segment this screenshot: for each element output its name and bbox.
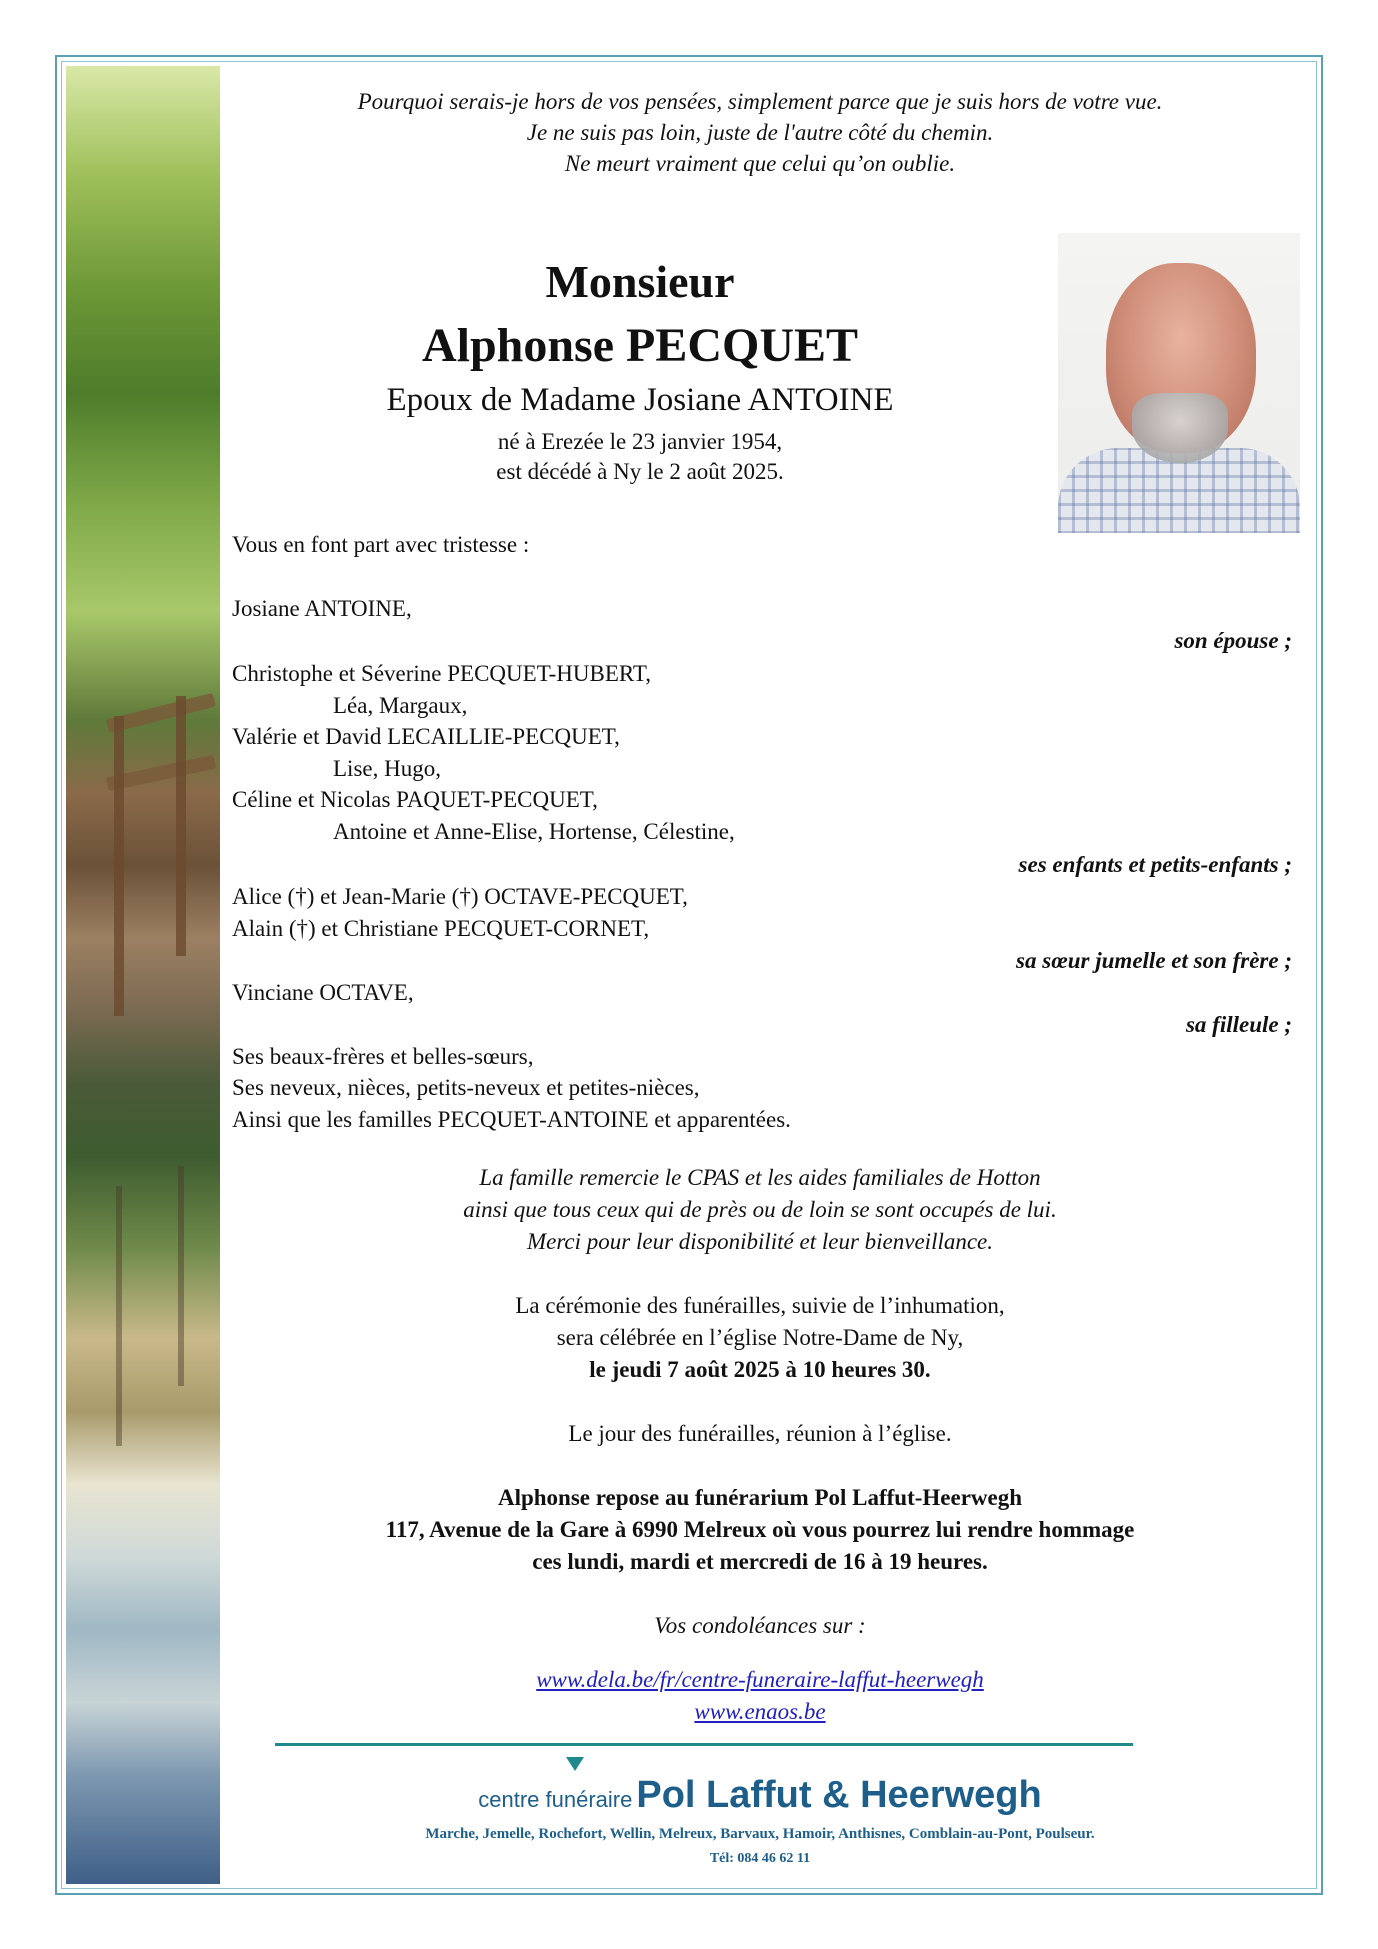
family-member: Alain (†) et Christiane PECQUET-CORNET, [232, 916, 650, 941]
family-member: Alice (†) et Jean-Marie (†) OCTAVE-PECQUET, [232, 884, 688, 909]
footer-cities: Marche, Jemelle, Rochefort, Wellin, Melreux, Barvaux, Hamoir, Anthisnes, Comblain-au-Pont, Poulseur. [425, 1826, 1095, 1842]
family-member: Josiane ANTOINE, [232, 596, 412, 621]
funeral-home-logo [230, 1774, 1290, 1817]
death-line: est décédé à Ny le 2 août 2025. [496, 459, 784, 484]
relation-label: sa filleule ; [1185, 1012, 1292, 1037]
deceased-portrait-photo [1058, 233, 1300, 533]
family-member: Antoine et Anne-Elise, Hortense, Célestine, [333, 819, 735, 844]
family-member: Christophe et Séverine PECQUET-HUBERT, [232, 661, 651, 686]
condolences-label: Vos condoléances sur : [654, 1613, 866, 1638]
epitaph-quote [230, 86, 1290, 179]
announcement-intro: Vous en font part avec tristesse : [232, 532, 530, 557]
portrait-beard [1132, 393, 1228, 463]
footer-phone: Tél: 084 46 62 11 [709, 1851, 811, 1866]
family-member: Valérie et David LECAILLIE-PECQUET, [232, 724, 620, 749]
relation-label: sa sœur jumelle et son frère ; [1016, 948, 1292, 973]
thanks-line: ainsi que tous ceux qui de près ou de loin se sont occupés de lui. [463, 1197, 1057, 1222]
relation-label: son épouse ; [1174, 628, 1292, 653]
honorific: Monsieur [545, 256, 735, 307]
condolences-link-dela[interactable]: www.dela.be/fr/centre-funeraire-laffut-heerwegh [536, 1667, 984, 1692]
spouse-line: Epoux de Madame Josiane ANTOINE [386, 382, 894, 418]
quote-line-2: Je ne suis pas loin, juste de l'autre côté du chemin. [526, 120, 994, 145]
deceased-name: Alphonse PECQUET [421, 319, 859, 372]
footer-divider [275, 1743, 1133, 1746]
ceremony-line: sera célébrée en l’église Notre-Dame de Ny, [556, 1325, 964, 1350]
footer-prefix: centre funéraire [478, 1787, 633, 1812]
relation-label: ses enfants et petits-enfants ; [1018, 852, 1292, 877]
quote-line-1: Pourquoi serais-je hors de vos pensées, simplement parce que je suis hors de votre vue. [357, 89, 1163, 114]
thanks-line: Merci pour leur disponibilité et leur bienveillance. [526, 1229, 994, 1254]
family-member: Ses beaux-frères et belles-sœurs, [232, 1044, 534, 1069]
footer-triangle-icon [566, 1757, 584, 1771]
family-member: Ainsi que les familles PECQUET-ANTOINE et apparentées. [232, 1107, 791, 1132]
visitation-line: 117, Avenue de la Gare à 6990 Melreux où vous pourrez lui rendre hommage [385, 1517, 1135, 1542]
family-member: Léa, Margaux, [333, 693, 468, 718]
footer-brand-name: Pol Laffut & Heerwegh [636, 1774, 1042, 1816]
birth-line: né à Erezée le 23 janvier 1954, [497, 429, 783, 454]
nature-bridge-image [66, 66, 220, 1884]
meeting-note: Le jour des funérailles, réunion à l’église. [568, 1421, 952, 1446]
visitation-line: ces lundi, mardi et mercredi de 16 à 19 heures. [532, 1549, 988, 1574]
condolences-link-enaos[interactable]: www.enaos.be [694, 1699, 826, 1724]
thanks-line: La famille remercie le CPAS et les aides familiales de Hotton [479, 1165, 1041, 1190]
quote-line-3: Ne meurt vraiment que celui qu’on oublie. [564, 151, 956, 176]
family-member: Ses neveux, nièces, petits-neveux et petites-nièces, [232, 1075, 700, 1100]
visitation-line: Alphonse repose au funérarium Pol Laffut-Heerwegh [497, 1485, 1023, 1510]
ceremony-line: La cérémonie des funérailles, suivie de l’inhumation, [515, 1293, 1005, 1318]
family-member: Vinciane OCTAVE, [232, 980, 414, 1005]
family-member: Lise, Hugo, [333, 756, 441, 781]
ceremony-date: le jeudi 7 août 2025 à 10 heures 30. [589, 1357, 931, 1382]
family-member: Céline et Nicolas PAQUET-PECQUET, [232, 787, 598, 812]
